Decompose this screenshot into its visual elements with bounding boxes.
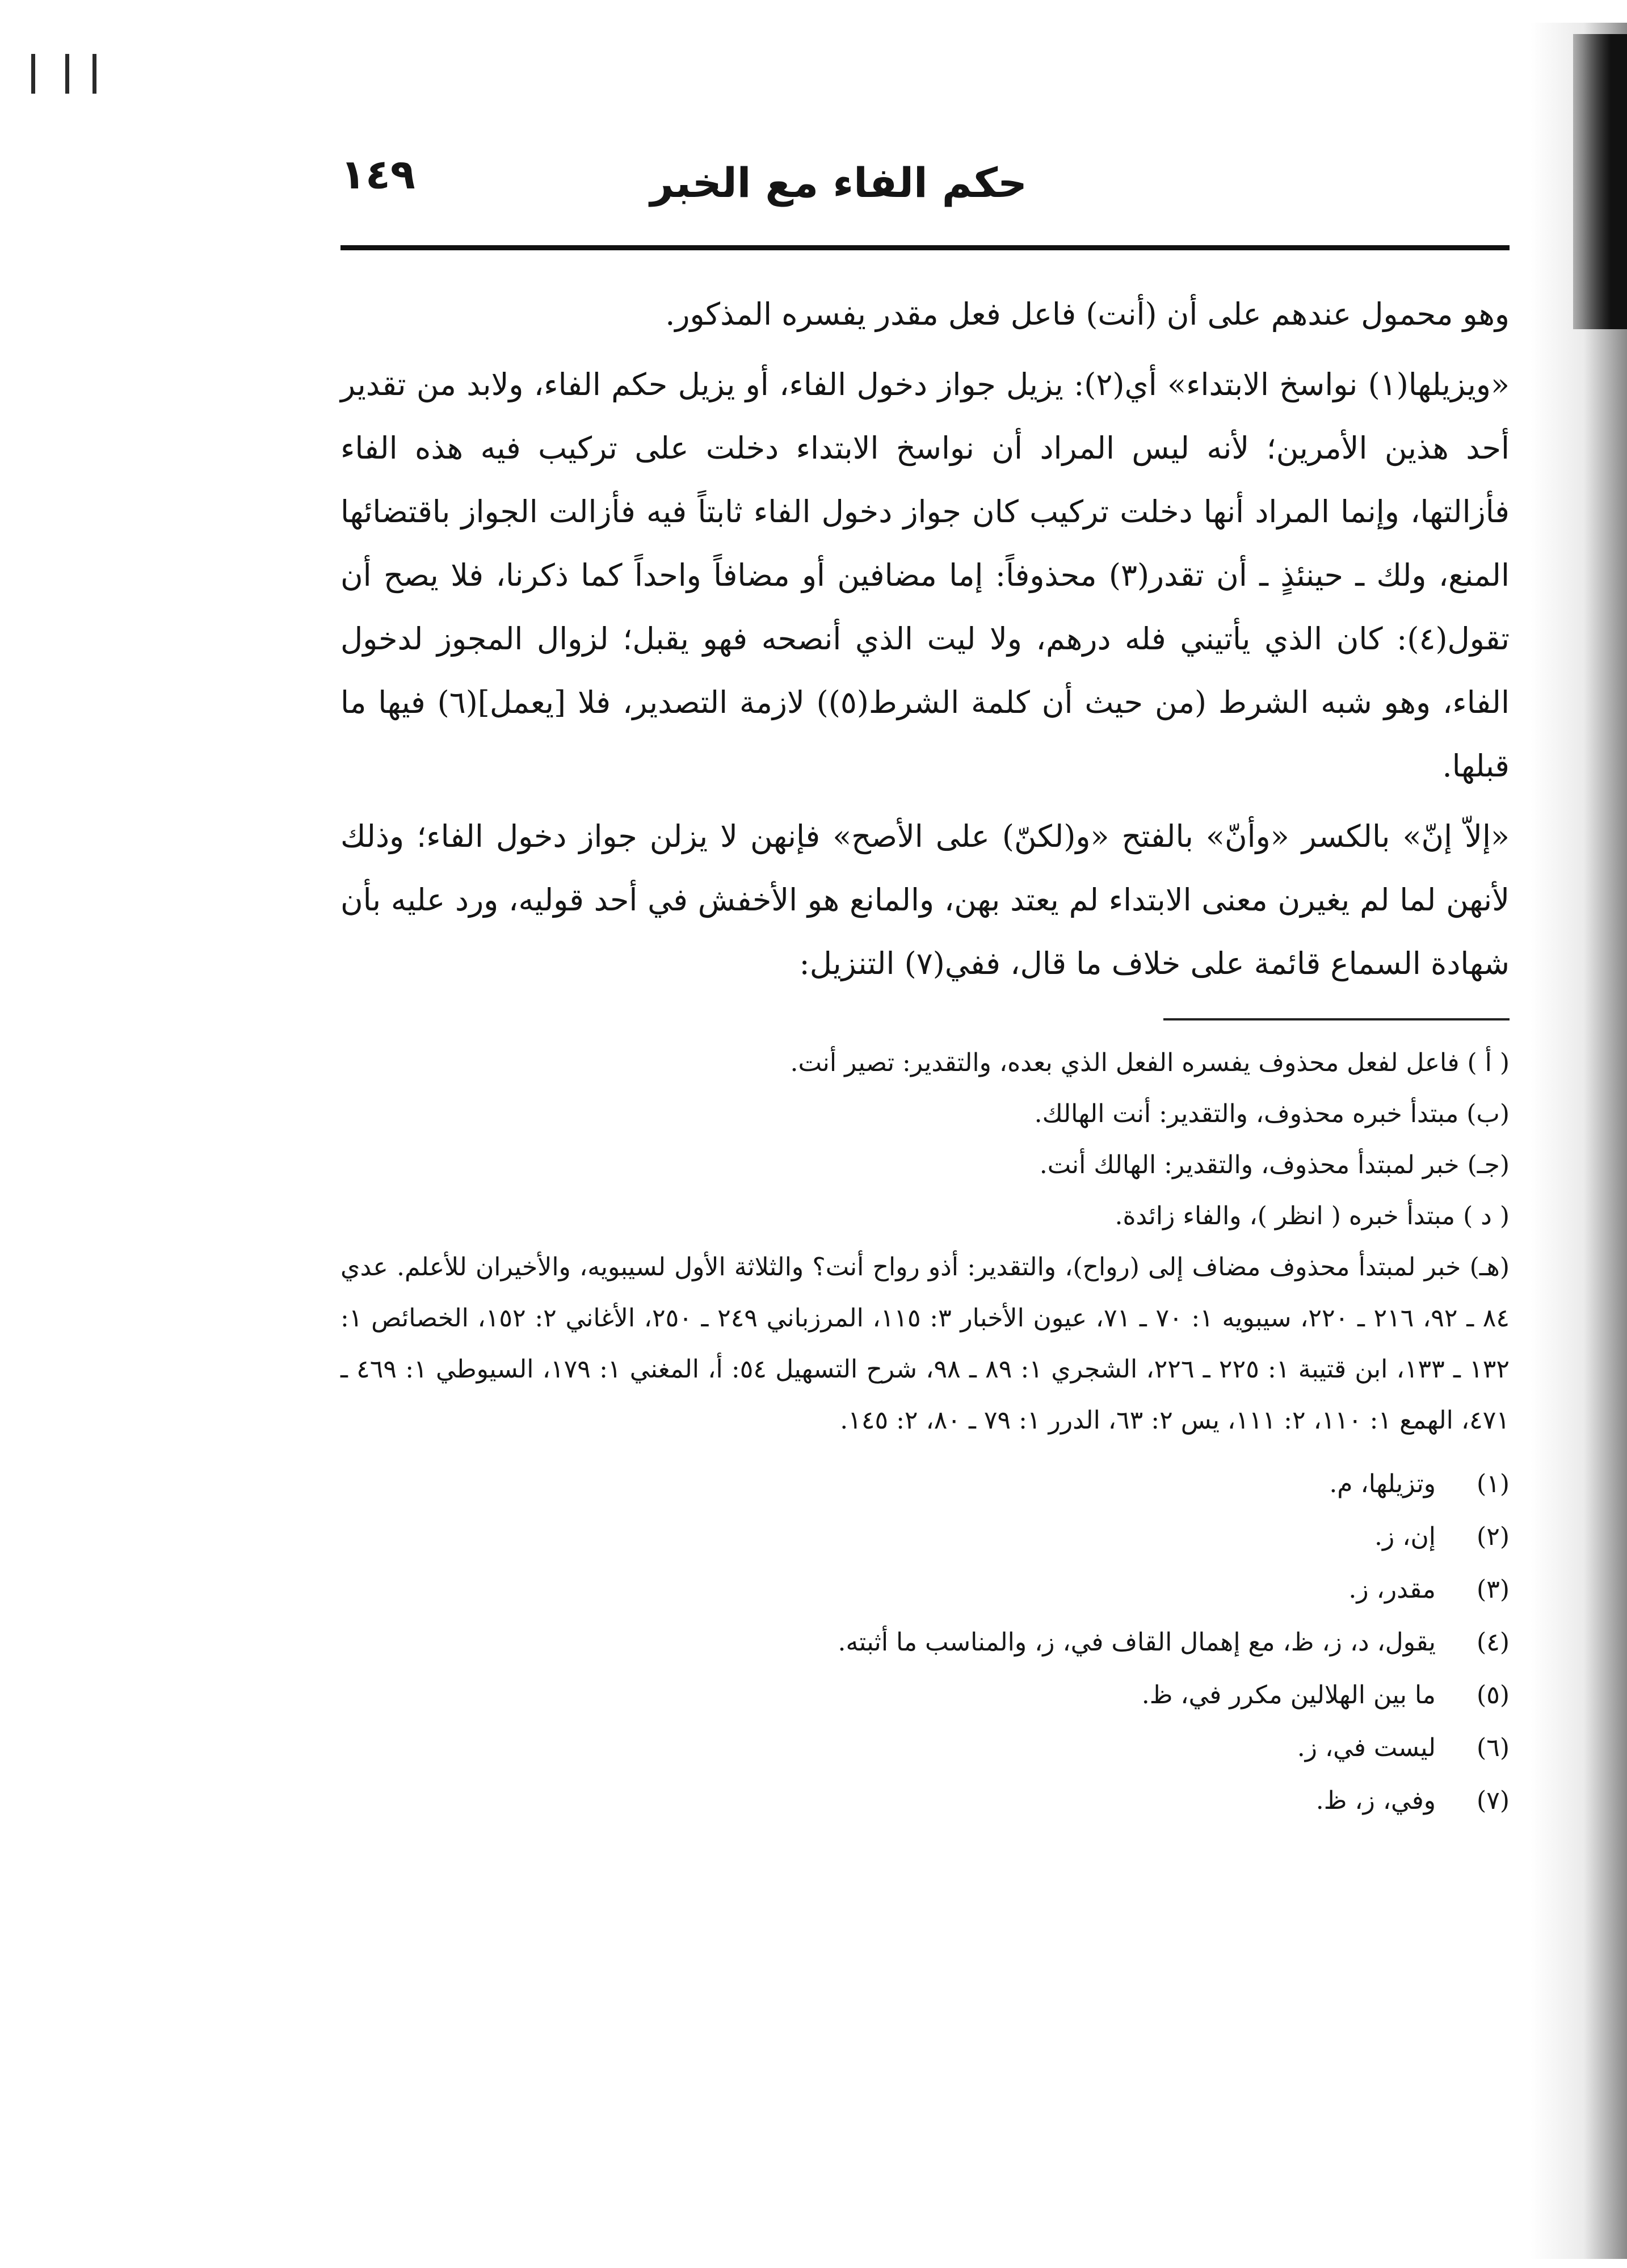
footnote-text: إن، ز. <box>1374 1522 1436 1551</box>
footnote-text: مقدر، ز. <box>1348 1575 1436 1604</box>
main-text <box>340 283 1510 996</box>
footnote-number: (٧) <box>1477 1786 1510 1815</box>
footnote-number: (٥) <box>1477 1681 1510 1710</box>
footnote-separator <box>1163 1018 1510 1020</box>
footnote-text: ليست في، ز. <box>1297 1733 1436 1762</box>
footnote-item <box>340 1563 1510 1616</box>
footnote-number: (٢) <box>1477 1522 1510 1551</box>
footnote-text: ما بين الهلالين مكرر في، ظ. <box>1141 1681 1436 1710</box>
letter-footnotes <box>340 1038 1510 1446</box>
footnote-item: (ب) مبتدأ خبره محذوف، والتقدير: أنت الهالك. <box>1034 1099 1510 1128</box>
scan-page-edge-shadow <box>1531 23 1627 2259</box>
running-title: حكم الفاء مع الخبر <box>650 159 1027 207</box>
book-page <box>340 142 1510 2162</box>
footnote-number: (١) <box>1477 1469 1510 1498</box>
paragraph: «إلاّ إنّ» بالكسر «وأنّ» بالفتح «و(لكنّ) على الأصح» فإنهن لا يزلن جواز دخول الفاء؛ وذلك لأنهن لما لم يغيرن معنى الابتداء لم يعتد بهن، والمانع هو الأخفش في أحد قوليه، ورد عليه بأن شهادة السماع قائمة على خلاف ما قال، ففي(٧) التنزيل: <box>340 818 1510 981</box>
footnote-item <box>340 1669 1510 1721</box>
footnote-number: (٤) <box>1477 1628 1510 1657</box>
paragraph: وهو محمول عندهم على أن (أنت) فاعل فعل مقدر يفسره المذكور. <box>665 296 1510 332</box>
numbered-footnotes <box>340 1458 1510 1827</box>
footnote-number: (٦) <box>1477 1733 1510 1762</box>
footnote-number: (٣) <box>1477 1575 1510 1604</box>
footnote-item: (جـ) خبر لمبتدأ محذوف، والتقدير: الهالك أنت. <box>1039 1150 1510 1179</box>
page-number: ١٤٩ <box>340 150 415 198</box>
footnote-item <box>340 1458 1510 1510</box>
footnote-item <box>340 1721 1510 1774</box>
paragraph: «ويزيلها(١) نواسخ الابتداء» أي(٢): يزيل جواز دخول الفاء، أو يزيل حكم الفاء، ولابد من تقدير أحد هذين الأمرين؛ لأنه ليس المراد أن نواسخ الابتداء دخلت على تركيب فيه هذه الفاء فأزالتها، وإنما المراد أنها دخلت تركيب كان جواز دخول الفاء ثابتاً فيه فأزالت الجواز باقتضائها المنع، ولك ـ حينئذٍ ـ أن تقدر(٣) محذوفاً: إما مضافين أو مضافاً واحداً كما ذكرنا، فلا يصح أن تقول(٤): كان الذي يأتيني فله درهم، ولا ليت الذي أنصحه فهو يقبل؛ لزوال المجوز لدخول الفاء، وهو شبه الشرط (من حيث أن كلمة الشرط(٥)) لازمة التصدير، فلا [يعمل](٦) فيها ما قبلها. <box>340 367 1510 784</box>
scan-edge-marks <box>31 54 99 94</box>
footnote-item: (هـ) خبر لمبتدأ محذوف مضاف إلى (رواح)، والتقدير: أذو رواح أنت؟ والثلاثة الأول لسيبويه، والأخيران للأعلم. عدي ٨٤ ـ ٩٢، ٢١٦ ـ ٢٢٠، سيبويه ١: ٧٠ ـ ٧١، عيون الأخبار ٣: ١١٥، المرزباني ٢٤٩ ـ ٢٥٠، الأغاني ٢: ١٥٢، الخصائص ١: ١٣٢ ـ ١٣٣، ابن قتيبة ١: ٢٢٥ ـ ٢٢٦، الشجري ١: ٨٩ ـ ٩٨، شرح التسهيل ٥٤: أ، المغني ١: ١٧٩، السيوطي ١: ٤٦٩ ـ ٤٧١، الهمع ١: ١١٠، ٢: ١١١، يس ٢: ٦٣، الدرر ١: ٧٩ ـ ٨٠، ٢: ١٤٥. <box>340 1253 1510 1435</box>
footnote-text: يقول، د، ز، ظ، مع إهمال القاف في، ز، والمناسب ما أثبته. <box>838 1628 1436 1657</box>
footnote-item: ( د ) مبتدأ خبره ( انظر )، والفاء زائدة. <box>1115 1202 1510 1230</box>
page-header <box>340 142 1510 255</box>
footnote-item: ( أ ) فاعل لفعل محذوف يفسره الفعل الذي بعده، والتقدير: تصير أنت. <box>790 1048 1510 1077</box>
footnote-item <box>340 1774 1510 1827</box>
footnote-text: وفي، ز، ظ. <box>1315 1786 1436 1815</box>
header-rule <box>340 245 1510 250</box>
footnote-text: وتزيلها، م. <box>1329 1469 1436 1498</box>
footnote-item <box>340 1616 1510 1669</box>
footnote-item <box>340 1510 1510 1563</box>
